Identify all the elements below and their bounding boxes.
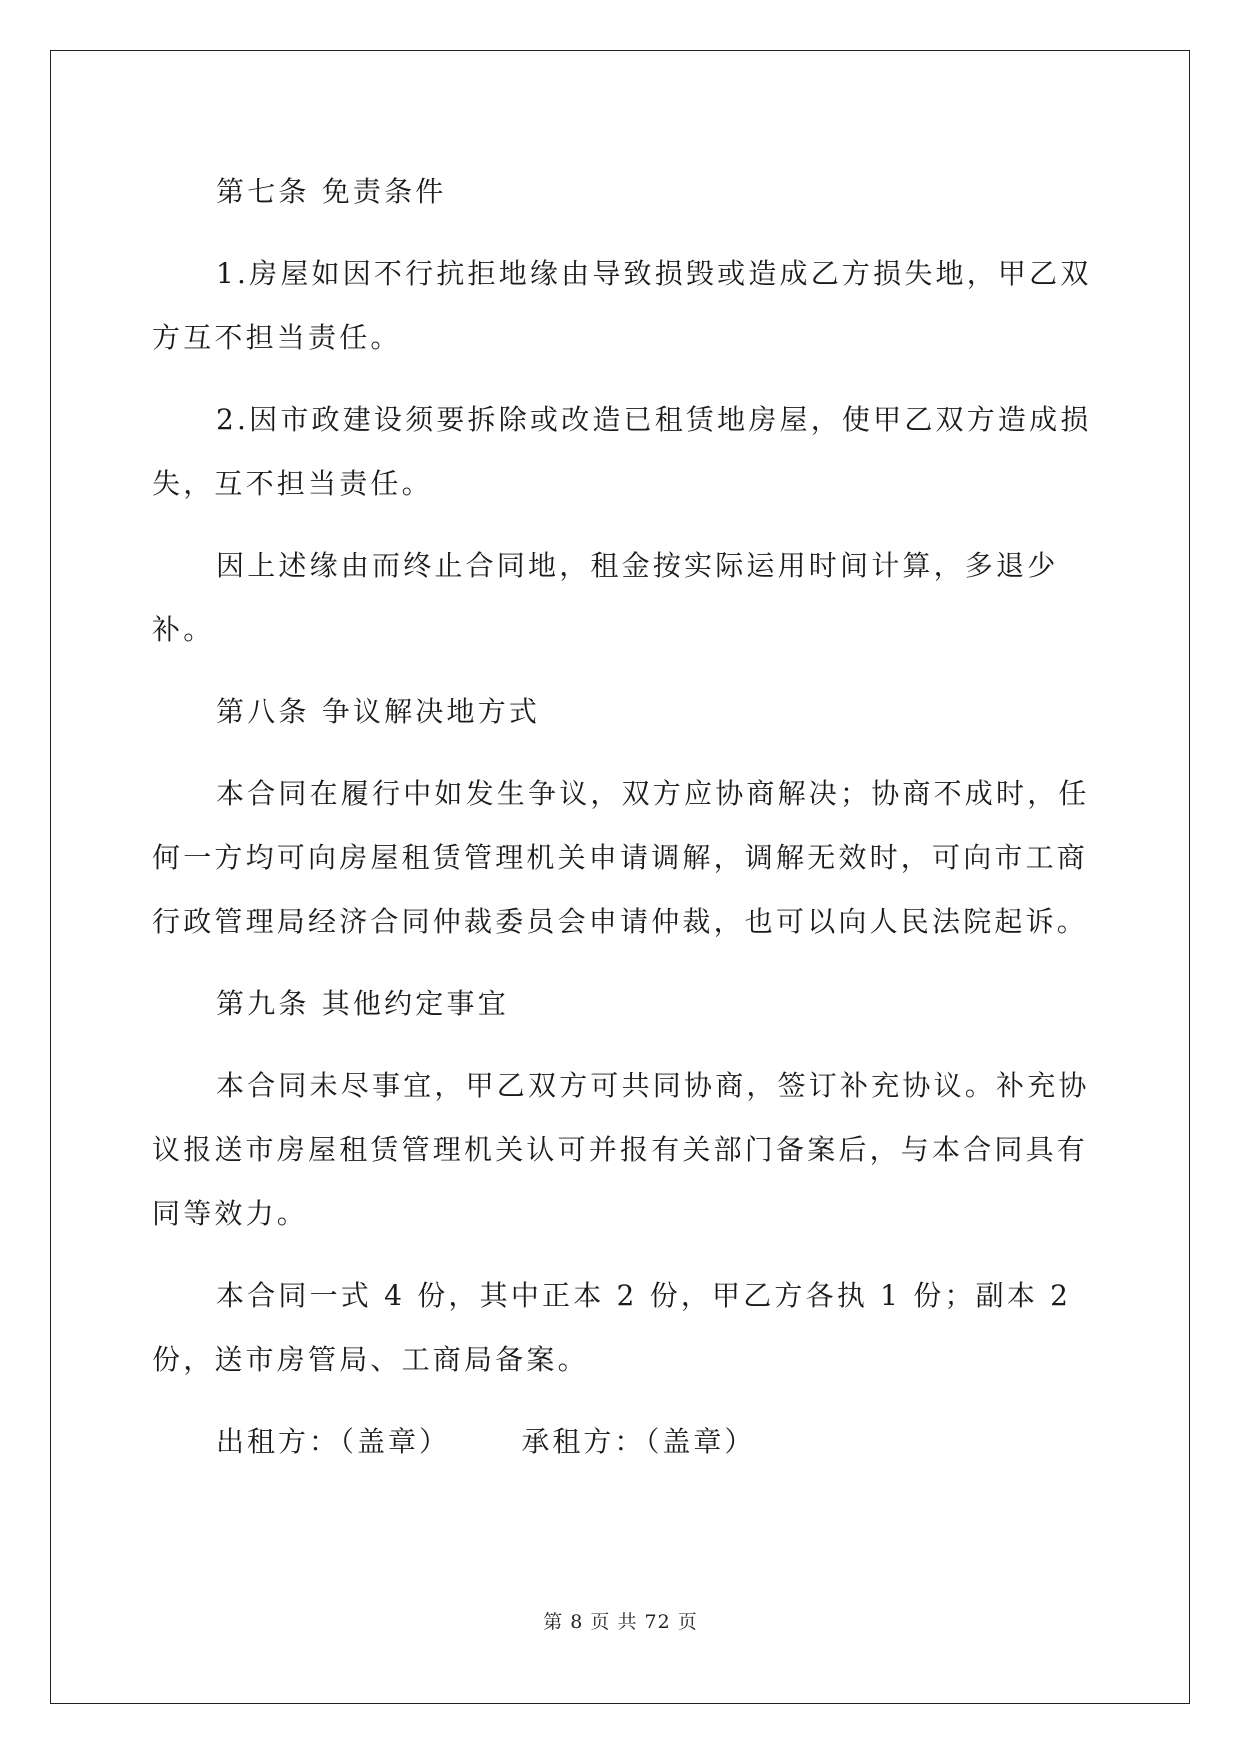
article-8-body: 本合同在履行中如发生争议，双方应协商解决；协商不成时，任何一方均可向房屋租赁管理机关申请调解，调解无效时，可向市工商行政管理局经济合同仲裁委员会申请仲裁，也可以向人民法院起诉。 (152, 777, 1090, 938)
signature-line: 出租方：（盖章） 承租方：（盖章） (216, 1425, 756, 1458)
article-9-heading: 第九条 其他约定事宜 (216, 987, 509, 1020)
article-7-clause-1: 1.房屋如因不行抗拒地缘由导致损毁或造成乙方损失地，甲乙双方互不担当责任。 (152, 257, 1092, 354)
article-8-heading: 第八条 争议解决地方式 (216, 695, 541, 728)
copies-clause: 本合同一式 4 份，其中正本 2 份，甲乙方各执 1 份；副本 2 份，送市房管局、工商局备案。 (152, 1279, 1084, 1376)
article-9-body: 本合同未尽事宜，甲乙双方可共同协商，签订补充协议。补充协议报送市房屋租赁管理机关认可并报有关部门备案后，与本合同具有同等效力。 (152, 1069, 1090, 1230)
article-7-clause-2: 2.因市政建设须要拆除或改造已租赁地房屋，使甲乙双方造成损失，互不担当责任。 (152, 403, 1092, 500)
page-number-footer: 第 8 页 共 72 页 (543, 1611, 698, 1633)
article-7-heading: 第七条 免责条件 (216, 175, 447, 208)
document-body (152, 160, 1092, 1492)
article-7-note: 因上述缘由而终止合同地，租金按实际运用时间计算，多退少补。 (152, 549, 1059, 646)
